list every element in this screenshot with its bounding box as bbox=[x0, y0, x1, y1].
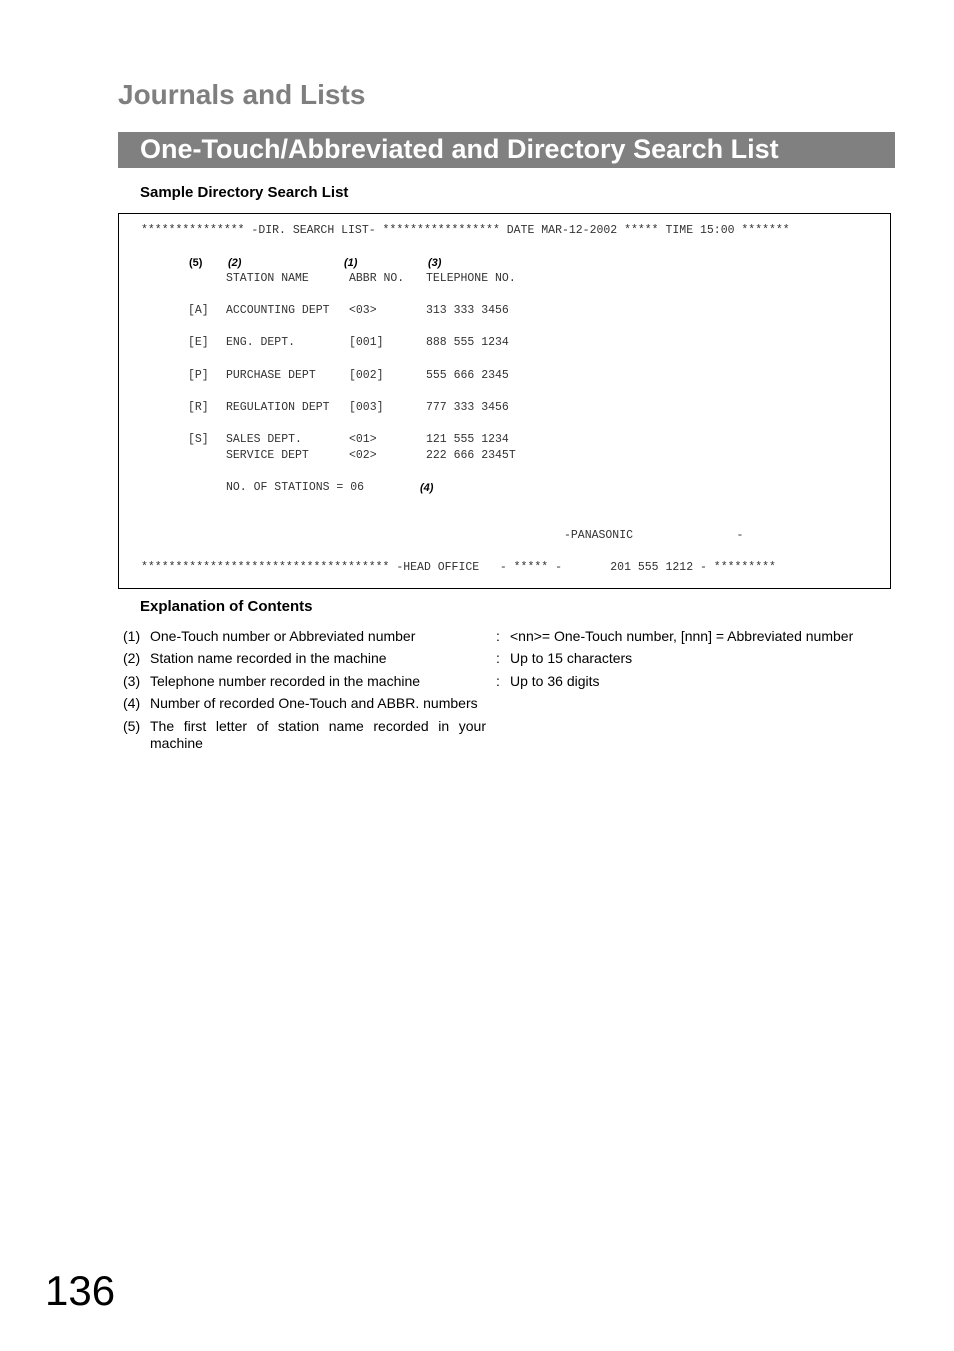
item-colon: : bbox=[496, 628, 500, 644]
entry-letter: [A] bbox=[188, 304, 209, 317]
item-number: (4) bbox=[123, 695, 141, 711]
entry-letter: [P] bbox=[188, 369, 209, 382]
entry-name: ACCOUNTING DEPT bbox=[226, 304, 330, 317]
entry-letter: [R] bbox=[188, 401, 209, 414]
list-top-line: *************** -DIR. SEARCH LIST- ***************** DATE MAR-12-2002 ***** TIME 15:00 ******* bbox=[141, 224, 790, 237]
entry-name: SALES DEPT. bbox=[226, 433, 302, 446]
entry-abbr: <02> bbox=[349, 449, 377, 462]
entry-phone: 555 666 2345 bbox=[426, 369, 509, 382]
entry-phone: 313 333 3456 bbox=[426, 304, 509, 317]
explanation-heading: Explanation of Contents bbox=[140, 598, 313, 615]
entry-phone: 888 555 1234 bbox=[426, 336, 509, 349]
entry-abbr: [002] bbox=[349, 369, 384, 382]
list-bottom-line: ************************************ -HEAD OFFICE - ***** - 201 555 1212 - ********* bbox=[141, 561, 776, 574]
item-colon: : bbox=[496, 650, 500, 666]
item-number: (5) bbox=[123, 718, 141, 734]
item-text: One-Touch number or Abbreviated number bbox=[150, 628, 416, 644]
entry-letter: [S] bbox=[188, 433, 209, 446]
item-text: Telephone number recorded in the machine bbox=[150, 673, 421, 689]
item-number: (1) bbox=[123, 628, 141, 644]
column-telephone-no: TELEPHONE NO. bbox=[426, 272, 516, 285]
item-number: (3) bbox=[123, 673, 141, 689]
item-value: <nn>= One-Touch number, [nnn] = Abbreviated number bbox=[510, 628, 854, 644]
item-text: Number of recorded One-Touch and ABBR. numbers bbox=[150, 695, 478, 711]
entry-name: SERVICE DEPT bbox=[226, 449, 309, 462]
entry-phone: 777 333 3456 bbox=[426, 401, 509, 414]
entry-name: ENG. DEPT. bbox=[226, 336, 296, 349]
entry-abbr: [001] bbox=[349, 336, 384, 349]
marker-3: (3) bbox=[428, 257, 442, 269]
column-station-name: STATION NAME bbox=[226, 272, 309, 285]
panasonic-line: -PANASONIC - bbox=[564, 529, 744, 542]
entry-abbr: [003] bbox=[349, 401, 384, 414]
item-value: Up to 36 digits bbox=[510, 673, 600, 689]
marker-4: (4) bbox=[420, 482, 434, 494]
stations-count-line: NO. OF STATIONS = 06 bbox=[226, 481, 365, 494]
page-number: 136 bbox=[45, 1267, 116, 1314]
entry-name: REGULATION DEPT bbox=[226, 401, 330, 414]
item-value: Up to 15 characters bbox=[510, 650, 633, 666]
title-banner bbox=[118, 132, 895, 168]
sample-list-box bbox=[118, 213, 891, 589]
item-number: (2) bbox=[123, 650, 141, 666]
marker-2: (2) bbox=[228, 257, 242, 269]
sample-heading: Sample Directory Search List bbox=[140, 184, 349, 201]
page-title: One-Touch/Abbreviated and Directory Search List bbox=[140, 134, 779, 164]
entry-phone: 222 666 2345T bbox=[426, 449, 516, 462]
section-title: Journals and Lists bbox=[118, 79, 366, 110]
entry-abbr: <03> bbox=[349, 304, 377, 317]
item-text: The first letter of station name recorded in your machine bbox=[150, 718, 486, 751]
entry-letter: [E] bbox=[188, 336, 209, 349]
item-colon: : bbox=[496, 673, 500, 689]
entry-name: PURCHASE DEPT bbox=[226, 369, 316, 382]
item-text: Station name recorded in the machine bbox=[150, 650, 387, 666]
marker-1: (1) bbox=[344, 257, 358, 269]
entry-phone: 121 555 1234 bbox=[426, 433, 509, 446]
marker-5: (5) bbox=[189, 257, 203, 269]
column-abbr-no: ABBR NO. bbox=[349, 272, 405, 285]
entry-abbr: <01> bbox=[349, 433, 377, 446]
